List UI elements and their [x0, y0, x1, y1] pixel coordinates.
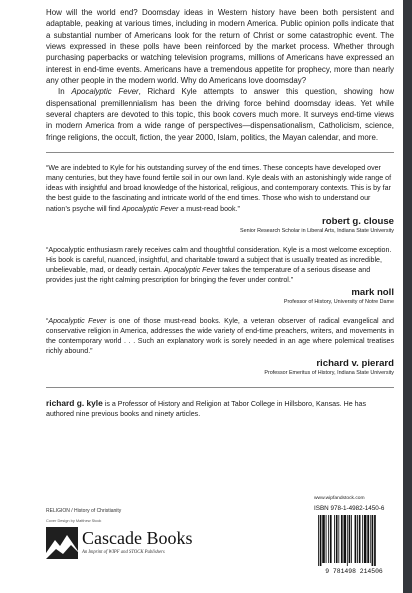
cascade-mountain-icon	[46, 527, 78, 559]
review-book-title: Apocalyptic Fever	[163, 265, 221, 274]
publisher-logo	[46, 527, 193, 561]
reviewer-attribution	[46, 287, 394, 306]
barcode-bar	[357, 515, 358, 563]
review-clouse	[46, 163, 394, 234]
barcode-digits: 9 781498 214506	[325, 568, 383, 575]
barcode-bar	[336, 515, 338, 563]
reviewer-name: mark noll	[351, 286, 394, 298]
cover-text-column	[46, 7, 394, 420]
review-pierard	[46, 316, 394, 377]
reviewer-title: Professor Emeritus of History, Indiana State University	[264, 370, 394, 377]
reviewer-attribution	[46, 216, 394, 235]
review-noll	[46, 245, 394, 306]
intro-paragraph-2	[46, 86, 394, 143]
barcode-bar	[328, 515, 329, 563]
reviewer-title: Professor of History, University of Notre Dame	[283, 298, 394, 305]
barcode-bar	[362, 515, 363, 563]
barcode-bar	[359, 515, 361, 563]
review-text-post: is one of those must-read books. Kyle, a veteran observer of radical evangelical and conservative religion in America, addresses the wide variety of end-time preachers, writers, and movements in the contemporary world . . . Such an explanatory work is sorely needed in an age where polemical treatises richly abound.”	[46, 316, 394, 356]
barcode-bar	[351, 515, 352, 563]
intro-paragraph-2-prefix: In	[58, 87, 72, 97]
review-text-pre: “Apocalyptic enthusiasm rarely receives calm and thoughtful consideration. Kyle is a most welcome exception. His book is careful, nuanced, insightful, and charitable toward a subject that is usually treated as incredible, unbelievable, mad, or deadly certain.	[46, 245, 392, 274]
review-book-title: Apocalyptic Fever	[48, 316, 107, 325]
barcode-bar	[372, 515, 374, 566]
review-book-title: Apocalyptic Fever	[121, 204, 179, 213]
author-name: richard g. kyle	[46, 398, 103, 409]
isbn-barcode-block	[314, 505, 394, 579]
author-bio	[46, 398, 394, 419]
section-divider-bottom	[46, 387, 394, 388]
reviewer-title: Senior Research Scholar in Liberal Arts, Indiana State University	[239, 227, 394, 234]
barcode-icon	[314, 515, 394, 575]
barcode-bar	[367, 515, 369, 563]
author-bio-text: is a Professor of History and Religion at Tabor College in Hillsboro, Kansas. He has authored nine previous books and ninety articles.	[46, 400, 367, 419]
intro-book-title: Apocalyptic Fever	[71, 87, 139, 97]
barcode-bar	[341, 515, 343, 563]
intro-paragraph-1: How will the world end? Doomsday ideas in Western history have been both persistent and adaptable, peaking at various times, including in modern America. Public opinion polls indicate that a substantial number of Americans look for the return of Christ or some catastrophic event. The views expressed in these polls have been reinforced by the market process. Whether through purchasing paperbacks or watching television programs, millions of Americans have expressed an interest in end-time events. Americans have a tremendous appetite for prophecy, more than nearly any other people in the modern world. Why do Americans love doomsday?	[46, 8, 394, 86]
barcode-bar	[330, 515, 332, 563]
spine-strip	[403, 0, 412, 593]
barcode-bar	[347, 515, 348, 566]
isbn-number: ISBN 978-1-4982-1450-6	[314, 505, 385, 512]
barcode-bar	[374, 515, 376, 566]
cover-design-credit: Cover Design by Matthew Stock	[46, 518, 102, 523]
publisher-name: Cascade Books	[82, 528, 193, 548]
barcode-bar	[320, 515, 322, 566]
review-text	[46, 163, 394, 213]
review-text	[46, 245, 394, 285]
review-text	[46, 316, 394, 356]
barcode-bar	[338, 515, 339, 563]
publisher-website: www.wipfandstock.com	[314, 496, 365, 501]
review-text-pre: “We are indebted to Kyle for his outstanding survey of the end times. These concepts have developed over many centuries, but they have found fertile soil in our own land. Kyle deals with an astonishingly wide range of ideas with insightful and broad knowledge of the historical, religious, and contemporary contexts. This is by far the best guide to the fascinating and intricate world of the end times. Those who wish to understand our nation’s psyche will find	[46, 164, 392, 213]
barcode-bar	[364, 515, 367, 563]
barcode-bar	[322, 515, 325, 563]
review-text-post: takes the temperature of a serious disease and provides just the right calming prescription for bringing the fever under control.”	[46, 265, 371, 284]
reviewer-attribution	[46, 358, 394, 377]
review-text-post: a must-read book.”	[178, 204, 240, 213]
publisher-imprint: An Imprint of WIPF and STOCK Publishers	[82, 550, 165, 555]
barcode-bar	[344, 515, 347, 563]
barcode-bar	[370, 515, 371, 563]
barcode-bar	[349, 515, 351, 563]
section-divider-top	[46, 152, 394, 153]
barcode-bar	[334, 515, 335, 563]
intro-paragraph-2-rest: , Richard Kyle attempts to answer this question, showing how dispensational premillennialism has been the driving force behind doomsday ideas. Yet while several chapters are devoted to this topic, this book covers much more. It surveys end-time views in modern America from a wide range of perspectives—dispensationalism, Catholicism, science, fringe religions, the occult, fiction, the year 2000, Islam, politics, the Mayan calendar, and more.	[46, 87, 394, 142]
subject-category: RELIGION / History of Christianity	[46, 508, 122, 514]
reviewer-name: robert g. clouse	[322, 215, 394, 227]
review-text-pre: “	[46, 316, 49, 325]
barcode-bar	[318, 515, 319, 566]
barcode-bar	[355, 515, 357, 563]
reviewer-name: richard v. pierard	[316, 358, 394, 370]
barcode-bar	[326, 515, 327, 563]
